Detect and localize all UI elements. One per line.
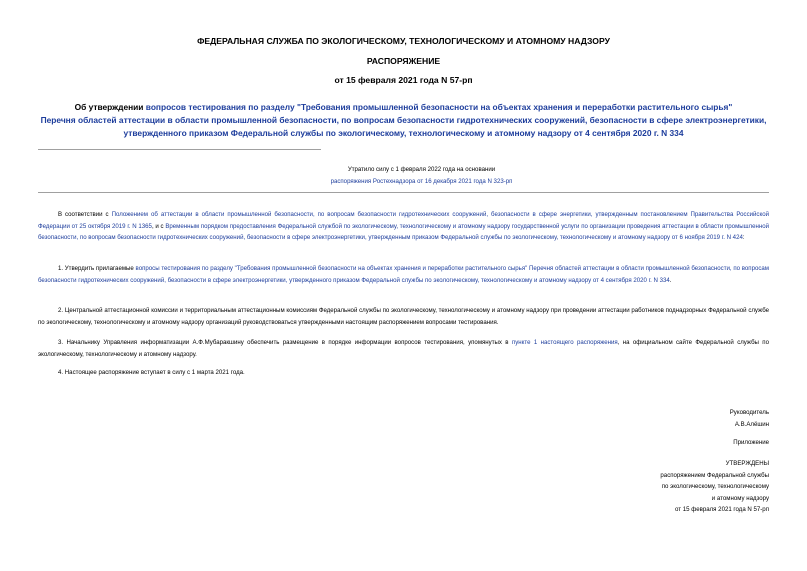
- title-prefix: Об утверждении: [74, 102, 146, 112]
- status-notice: [18, 164, 807, 187]
- item-3-link-clause[interactable]: пункте 1 настоящего распоряжения: [511, 339, 618, 346]
- item-2-paragraph: 2. Центральной аттестационной комиссии и территориальным аттестационным комиссиям Федеральной службы по экологическому, технологическому и атомному надзору при проведении аттестации работников поднадзорных Федеральной службе по экологическому, технологическому и атомному надзору организаций руководствоваться утвержденными настоящим распоряжением вопросами тестирования.: [38, 307, 769, 326]
- approval-line-3: и атомному надзору: [711, 494, 769, 502]
- signature-block: [500, 407, 769, 430]
- document-date: от 15 февраля 2021 года N 57-рп: [334, 75, 473, 85]
- signature-name: А.В.Алёшин: [734, 420, 769, 428]
- item-3-text-2: , на официальном сайте Федеральной службы по экологическому, технологическому и атомному надзору.: [38, 339, 769, 358]
- preamble-link-procedure[interactable]: Временным порядком предоставления Федеральной службой по экологическому, технологическому и атомному надзору государственной услуги по организации проведения аттестации в области промышленной безопасности, по вопросам безопасности гидротехнических сооружений, безопасности в сфере электроэнергетики, утвержденным приказом Федеральной службы по экологическому, технологическому и атомному надзору от 6 ноября 2019 г. N 424: [38, 222, 770, 242]
- appendix-label: Приложение: [733, 439, 769, 446]
- preamble-text-1: В соответствии с: [58, 211, 112, 218]
- status-text: Утратило силу с 1 февраля 2022 года на основании: [347, 166, 496, 173]
- item-1-link-questions[interactable]: вопросы тестирования по разделу "Требования промышленной безопасности на объектах хранения и переработки растительного сырья": [135, 265, 528, 272]
- document-type: РАСПОРЯЖЕНИЕ: [366, 56, 441, 66]
- item-1-link-list[interactable]: Перечня областей аттестации в области промышленной безопасности, по вопросам безопасности гидротехнических сооружений, безопасности в сфере электроэнергетики, утвержденного приказом Федеральной службы по экологическому, технологическому и атомному надзору от 4 сентября 2020 г. N 334: [38, 265, 769, 284]
- approval-heading: УТВЕРЖДЕНЫ: [725, 460, 769, 467]
- title-link-questions[interactable]: вопросов тестирования по разделу "Требования промышленной безопасности на объектах хранения и переработки растительного сырья": [145, 102, 733, 112]
- signature-position: Руководитель: [729, 409, 769, 416]
- approval-line-4: от 15 февраля 2021 года N 57-рп: [675, 506, 769, 513]
- agency-name: ФЕДЕРАЛЬНАЯ СЛУЖБА ПО ЭКОЛОГИЧЕСКОМУ, ТЕХНОЛОГИЧЕСКОМУ И АТОМНОМУ НАДЗОРУ: [197, 36, 610, 46]
- preamble-paragraph: [38, 209, 769, 244]
- item-1-text-1: 1. Утвердить прилагаемые: [58, 265, 136, 272]
- item-1-text-3: .: [669, 276, 672, 284]
- preamble-link-regulation[interactable]: Положением об аттестации в области промышленной безопасности, по вопросам безопасности гидротехнических сооружений, безопасности в сфере энергетики, утвержденным постановлением Правительства Российской Федерации от 25 октября 2019 г. N 1365: [38, 211, 770, 230]
- item-3-text-1: 3. Начальнику Управления информатизации А.Ф.Мубаракшину обеспечить размещение в порядке информации вопросов тестирования, упомянутых в: [58, 339, 512, 346]
- item-4-paragraph: 4. Настоящее распоряжение вступает в силу с 1 марта 2021 года.: [58, 369, 245, 376]
- approval-line-2: по экологическому, технологическому: [661, 483, 769, 490]
- preamble-text-3: :: [742, 234, 745, 242]
- item-1-paragraph: [38, 263, 769, 286]
- item-3-paragraph: [38, 337, 769, 360]
- approval-block: [500, 458, 769, 516]
- status-link[interactable]: распоряжения Ростехнадзора от 16 декабря 2021 года N 323-рп: [330, 177, 513, 185]
- approval-line-1: распоряжением Федеральной службы: [660, 471, 769, 479]
- status-top-rule: [38, 149, 321, 150]
- status-bottom-rule: [38, 192, 769, 193]
- document-title: [34, 101, 773, 140]
- title-link-list[interactable]: Перечня областей аттестации в области промышленной безопасности, по вопросам безопасности гидротехнических сооружений, безопасности в сфере электроэнергетики, утвержденного приказом Федеральной службы по экологическому, технологическому и атомному надзору от 4 сентября 2020 г. N 334: [40, 115, 767, 138]
- preamble-text-2: , и с: [151, 222, 166, 230]
